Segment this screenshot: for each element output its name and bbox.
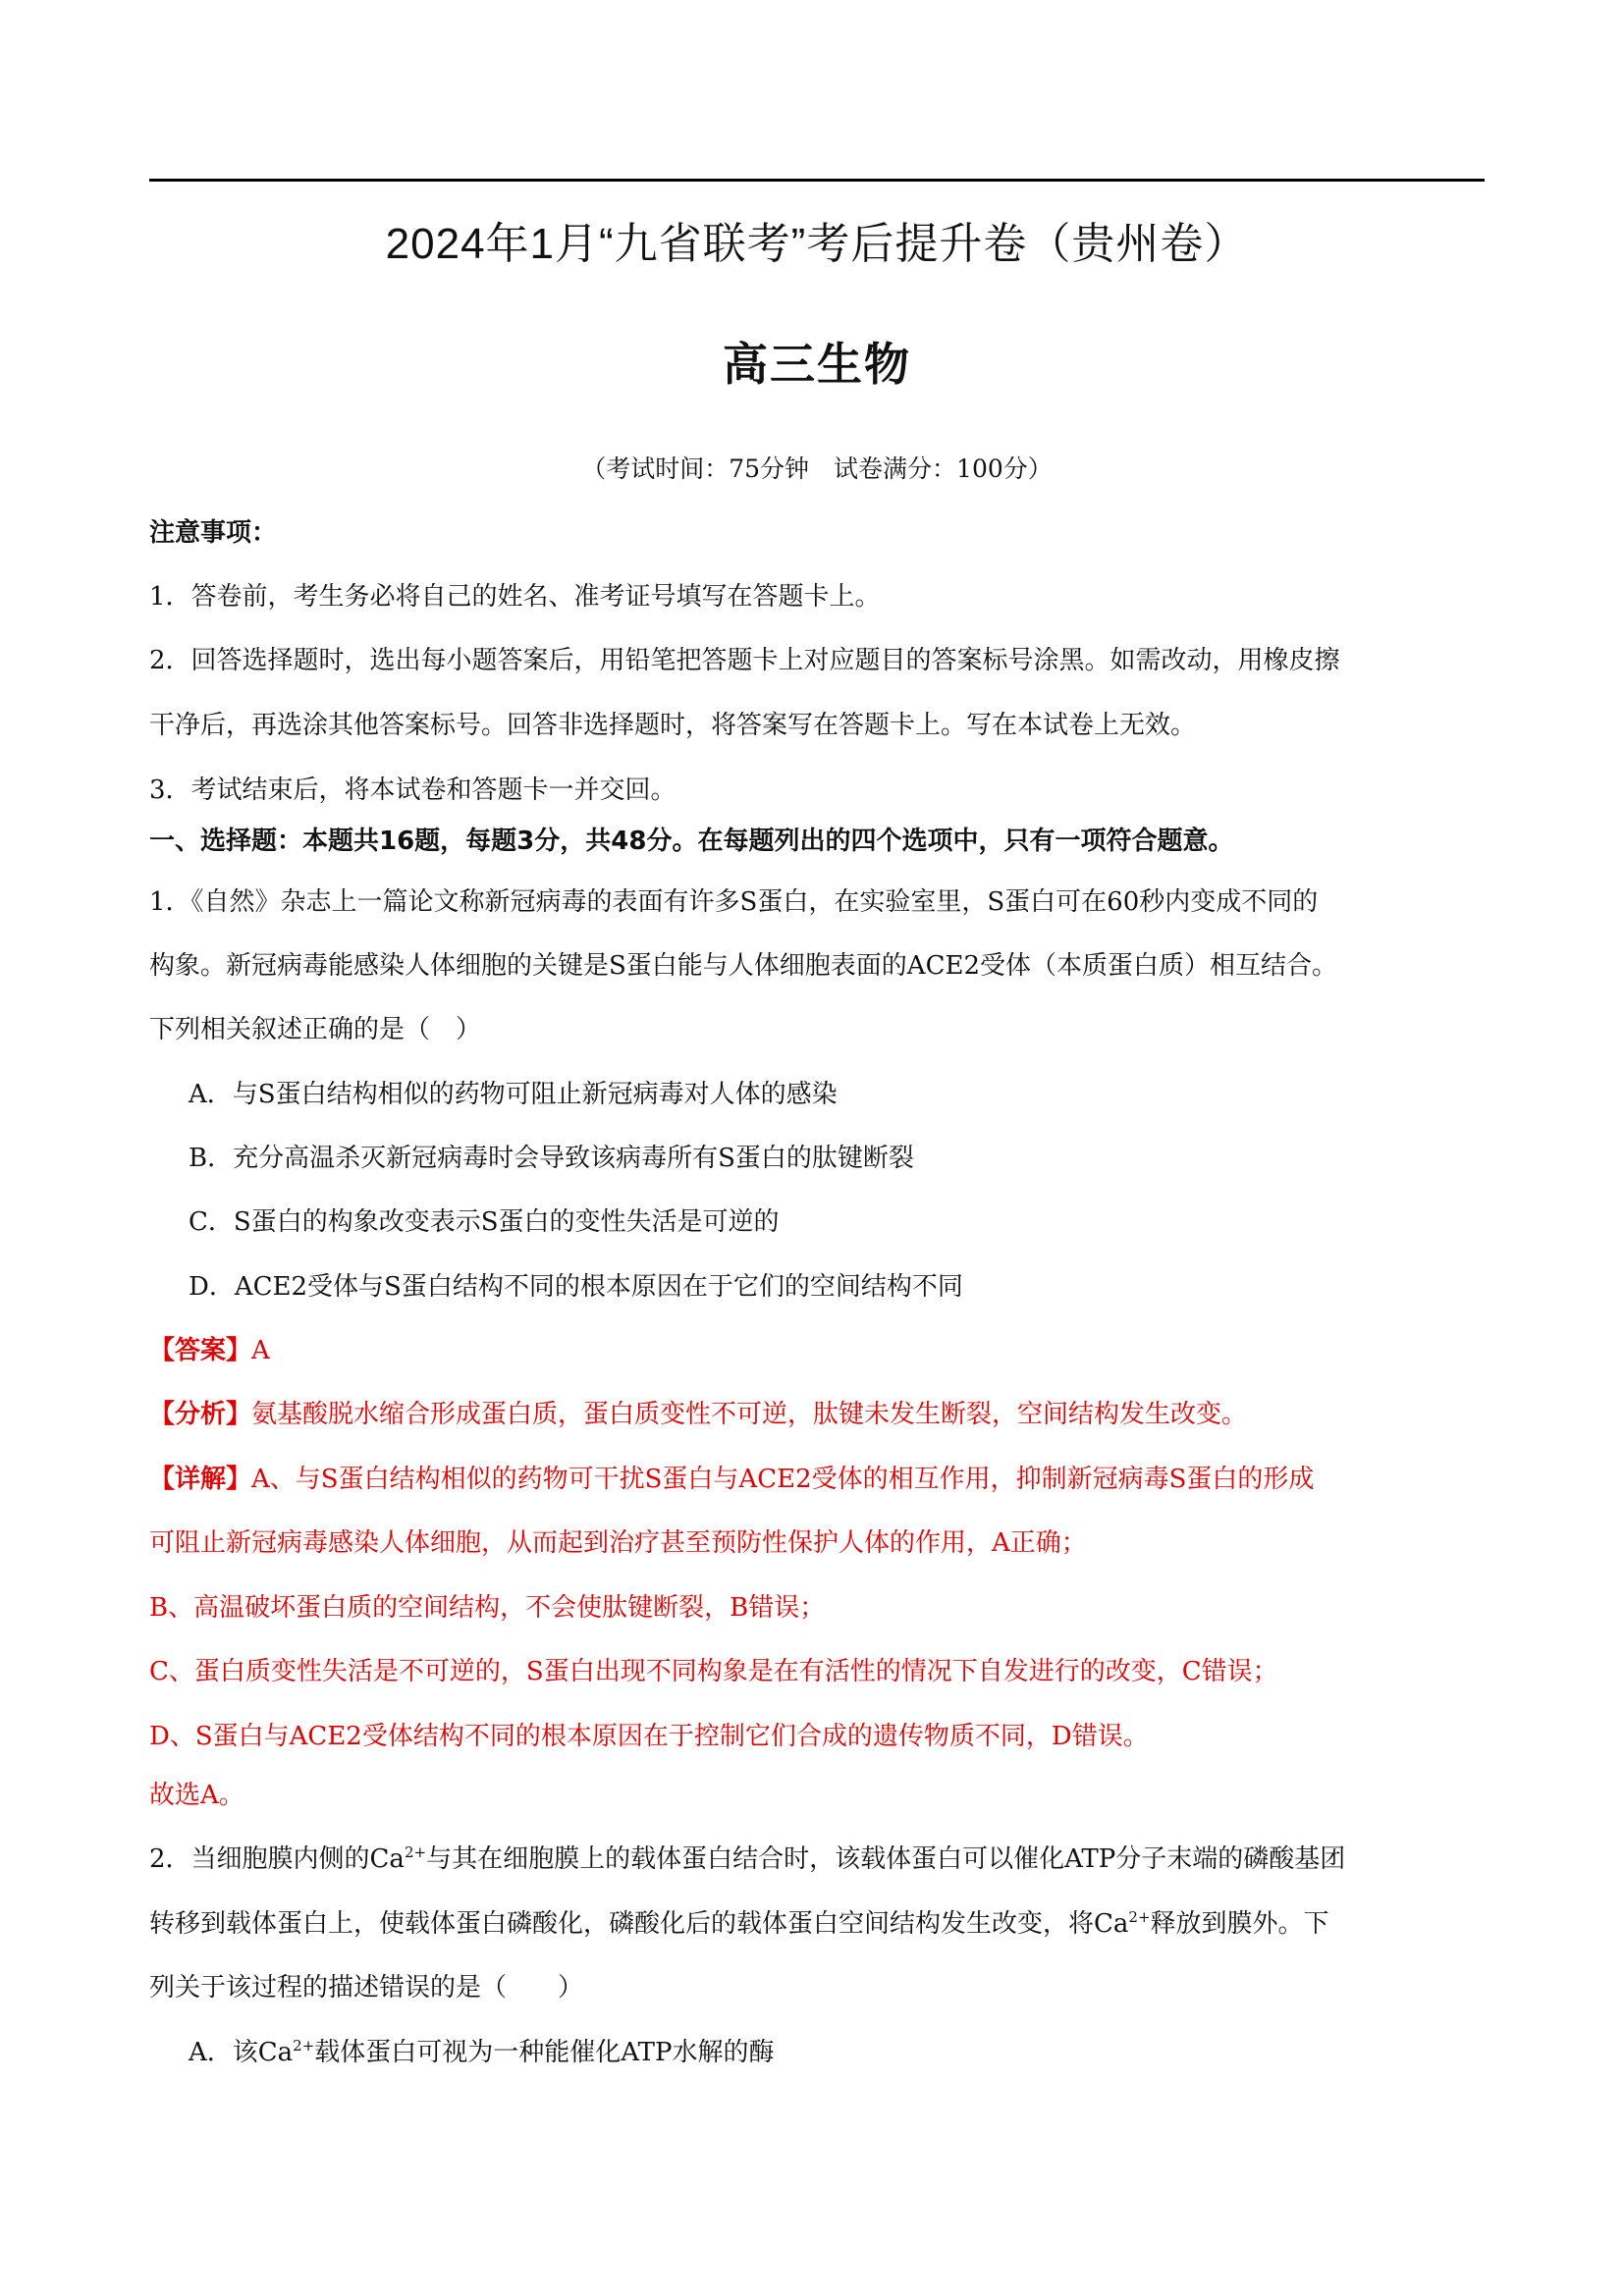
- q1-option-c: C．S蛋白的构象改变表示S蛋白的变性失活是可逆的: [189, 1207, 780, 1237]
- notice-heading: 注意事项：: [149, 518, 278, 548]
- q1-stem-line: 1．《自然》杂志上一篇论文称新冠病毒的表面有许多S蛋白，在实验室里，S蛋白可在60秒内变成不同的: [149, 887, 1319, 917]
- text: 与其在细胞膜上的载体蛋白结合时，该载体蛋白可以催化ATP分子末端的磷酸基团: [426, 1844, 1346, 1874]
- q1-option-d: D．ACE2受体与S蛋白结构不同的根本原因在于它们的空间结构不同: [189, 1272, 963, 1302]
- header-rule: [149, 179, 1485, 182]
- text: 转移到载体蛋白上，使载体蛋白磷酸化，磷酸化后的载体蛋白空间结构发生改变，将Ca: [149, 1909, 1129, 1939]
- exam-info: （考试时间：75分钟 试卷满分：100分）: [581, 454, 1053, 483]
- q2-stem-line: [149, 1839, 1485, 1875]
- q2-stem-line: 列关于该过程的描述错误的是（ ）: [149, 1973, 584, 2002]
- q1-option-b: B．充分高温杀灭新冠病毒时会导致该病毒所有S蛋白的肽键断裂: [189, 1144, 914, 1173]
- q1-answer: [149, 1330, 1485, 1366]
- text: 载体蛋白可视为一种能催化ATP水解的酶: [314, 2038, 775, 2067]
- q1-conclusion: 故选A。: [149, 1781, 244, 1810]
- notice-item: 1．答卷前，考生务必将自己的姓名、准考证号填写在答题卡上。: [149, 582, 881, 612]
- section-heading: 一、选择题：本题共16题，每题3分，共48分。在每题列出的四个选项中，只有一项符合题意。: [149, 827, 1234, 856]
- q1-detail-line: 可阻止新冠病毒感染人体细胞，从而起到治疗甚至预防性保护人体的作用，A正确；: [149, 1528, 1087, 1558]
- detail-tag: 【详解】: [149, 1465, 252, 1494]
- superscript: 2+: [1128, 1908, 1151, 1926]
- q1-option-a: A．与S蛋白结构相似的药物可阻止新冠病毒对人体的感染: [189, 1080, 838, 1109]
- analysis-text: 氨基酸脱水缩合形成蛋白质，蛋白质变性不可逆，肽键未发生断裂，空间结构发生改变。: [251, 1400, 1248, 1429]
- q1-detail-line: B、高温破坏蛋白质的空间结构，不会使肽键断裂，B错误；: [149, 1593, 826, 1623]
- q1-detail: [149, 1459, 1485, 1495]
- superscript: 2+: [404, 1843, 427, 1861]
- q1-stem-line: 构象。新冠病毒能感染人体细胞的关键是S蛋白能与人体细胞表面的ACE2受体（本质蛋白质）相互结合。: [149, 951, 1338, 981]
- exam-title: 2024年1月“九省联考”考后提升卷（贵州卷）: [385, 220, 1249, 268]
- detail-text: A、与S蛋白结构相似的药物可干扰S蛋白与ACE2受体的相互作用，抑制新冠病毒S蛋白的形成: [251, 1465, 1315, 1494]
- q1-detail-line: C、蛋白质变性失活是不可逆的，S蛋白出现不同构象是在有活性的情况下自发进行的改变，C错误；: [149, 1657, 1278, 1686]
- text: 释放到膜外。下: [1150, 1909, 1329, 1939]
- text: 2．当细胞膜内侧的Ca: [149, 1844, 405, 1874]
- q2-option-a: [189, 2032, 1524, 2068]
- subject-title: 高三生物: [723, 339, 911, 390]
- notice-item: 2．回答选择题时，选出每小题答案后，用铅笔把答题卡上对应题目的答案标号涂黑。如需改动，用橡皮擦: [149, 646, 1340, 675]
- q2-stem-line: [149, 1903, 1485, 1940]
- superscript: 2+: [293, 2037, 315, 2055]
- answer-tag: 【答案】: [149, 1336, 252, 1365]
- analysis-tag: 【分析】: [149, 1400, 252, 1429]
- notice-item: 3．考试结束后，将本试卷和答题卡一并交回。: [149, 775, 677, 805]
- q1-stem-line: 下列相关叙述正确的是（ ）: [149, 1015, 482, 1044]
- notice-item: 干净后，再选涂其他答案标号。回答非选择题时，将答案写在答题卡上。写在本试卷上无效。: [149, 711, 1197, 740]
- q1-analysis: [149, 1394, 1485, 1430]
- text: A．该Ca: [189, 2038, 294, 2067]
- answer-value: A: [251, 1336, 270, 1365]
- q1-detail-line: D、S蛋白与ACE2受体结构不同的根本原因在于控制它们合成的遗传物质不同，D错误。: [149, 1722, 1149, 1751]
